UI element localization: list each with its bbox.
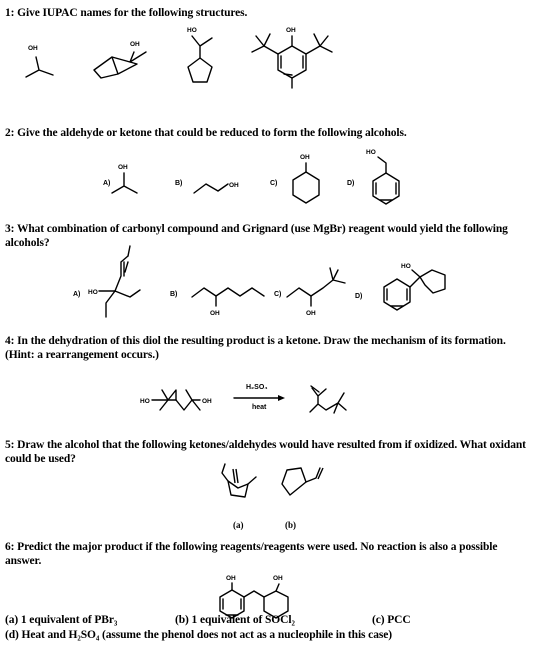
atom-label: OH xyxy=(273,575,283,582)
atom-label: HO xyxy=(366,149,376,156)
atom-label: OH xyxy=(130,41,140,48)
atom-label: HO xyxy=(401,263,411,270)
atom-label: HO xyxy=(88,289,98,296)
q3-label-b: B) xyxy=(170,291,178,298)
q2-label-a: A) xyxy=(103,180,111,187)
q3-label-d: D) xyxy=(355,293,363,300)
question-3: 3: What combination of carbonyl compound and Grignard (use MgBr) reagent would yield the following alcohols? xyxy=(5,223,508,249)
q1-structure-3 xyxy=(187,27,212,82)
q3-structure-d xyxy=(384,263,445,310)
atom-label: OH xyxy=(306,310,316,317)
question-1: 1: Give IUPAC names for the following structures. xyxy=(5,7,248,19)
atom-label: OH xyxy=(210,310,220,317)
atom-label: HO xyxy=(140,398,150,405)
atom-label: OH xyxy=(226,575,236,582)
q2-label-c: C) xyxy=(270,180,278,187)
q1-structure-1 xyxy=(26,45,53,77)
question-2: 2: Give the aldehyde or ketone that could be reduced to form the following alcohols. xyxy=(5,127,407,139)
q2-structure-c xyxy=(293,154,319,203)
atom-label: OH xyxy=(202,398,212,405)
q1-structure-2 xyxy=(94,41,146,78)
q6-option-b: (b) 1 equivalent of SOCl₂ xyxy=(175,614,295,626)
atom-label: OH xyxy=(118,164,128,171)
atom-label: HO xyxy=(187,27,197,34)
question-6: 6: Predict the major product if the following reagents/reagents were used. No reaction is also a possible answer. xyxy=(5,541,498,567)
q3-structure-c xyxy=(287,268,345,317)
atom-label: OH xyxy=(286,27,296,34)
q6-option-a: (a) 1 equivalent of PBr₃ xyxy=(5,614,118,626)
q3-structure-a xyxy=(88,246,140,317)
q5-structure-a xyxy=(222,464,256,497)
q1-structure-4 xyxy=(252,27,332,88)
atom-label: OH xyxy=(229,182,239,189)
q6-option-d: (d) Heat and H₂SO₄ (assume the phenol does not act as a nucleophile in this case) xyxy=(5,629,392,641)
q4-reagent-top: H₂SO₄ xyxy=(246,384,268,391)
q2-label-b: B) xyxy=(175,180,183,187)
q2-structure-d xyxy=(366,149,399,204)
q4-reagent-bottom: heat xyxy=(252,404,267,411)
q6-structure xyxy=(220,575,288,618)
q5-structure-b xyxy=(282,468,323,495)
q2-structure-b xyxy=(194,182,239,193)
atom-label: OH xyxy=(300,154,310,161)
atom-label: OH xyxy=(28,45,38,52)
q2-structure-a xyxy=(112,164,137,193)
q3-label-c: C) xyxy=(274,291,282,298)
question-4: 4: In the dehydration of this diol the resulting product is a ketone. Draw the mechanism of its formation. (Hint: a rearrangement occurs.) xyxy=(5,335,506,361)
q5-label-a: (a) xyxy=(233,520,244,530)
q2-label-d: D) xyxy=(347,180,355,187)
q3-structure-b xyxy=(192,288,264,317)
q6-option-c: (c) PCC xyxy=(372,614,411,626)
question-5: 5: Draw the alcohol that the following ketones/aldehydes would have resulted from if oxidized. What oxidant could be used? xyxy=(5,439,526,465)
q4-reaction xyxy=(140,386,346,413)
q5-label-b: (b) xyxy=(285,520,296,530)
q3-label-a: A) xyxy=(73,291,81,298)
